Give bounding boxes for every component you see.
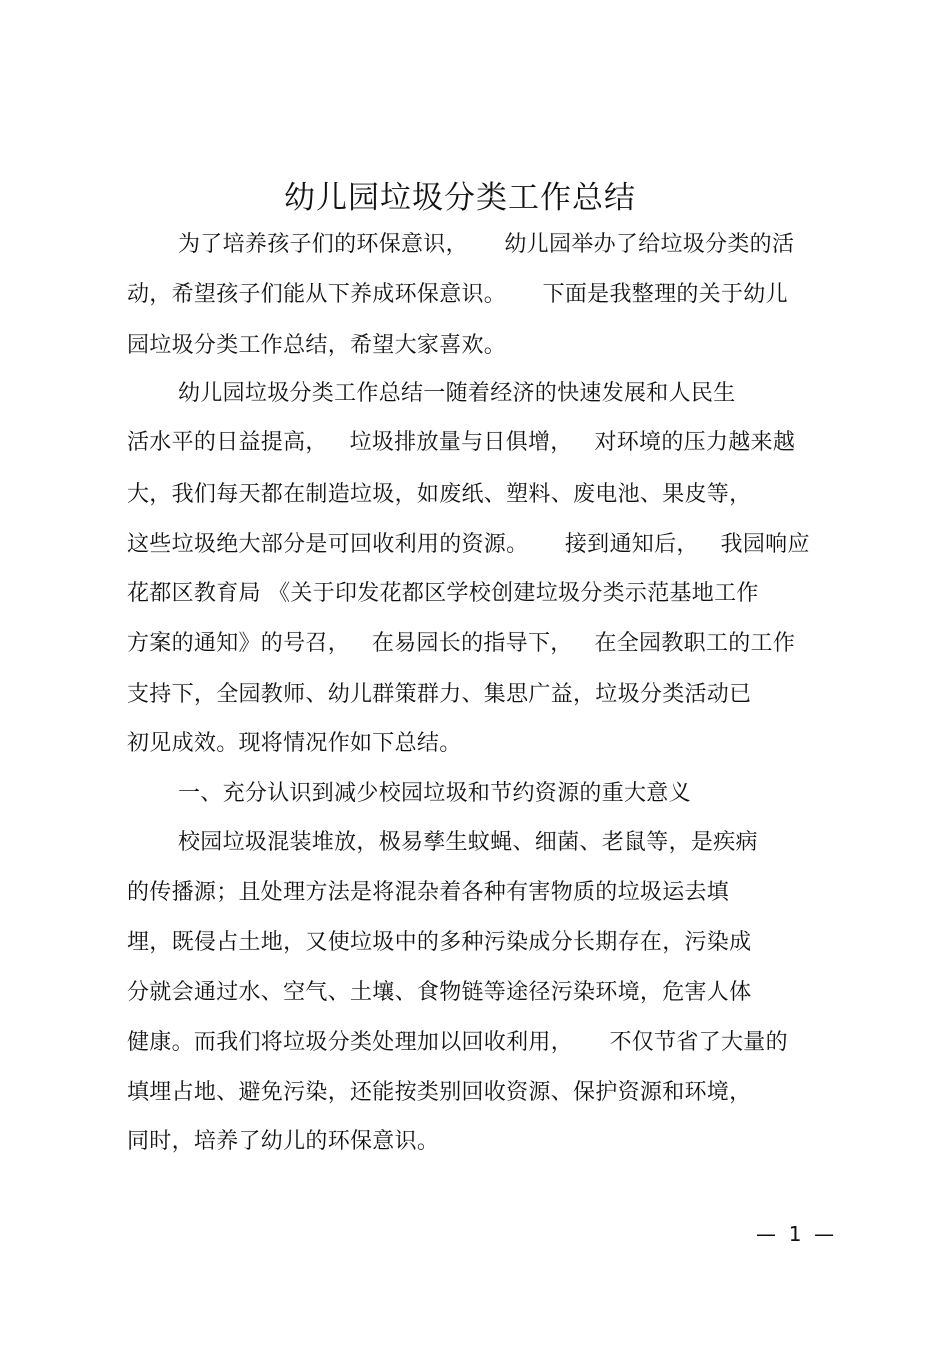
page-number: — 1 — — [756, 1222, 835, 1246]
document-title: 幼儿园垃圾分类工作总结 — [284, 180, 636, 216]
paragraph-line: 动，希望孩子们能从下养成环保意识。 下面是我整理的关于幼儿 — [127, 282, 788, 307]
paragraph-line: 校园垃圾混装堆放，极易孳生蚊蝇、细菌、老鼠等，是疾病 — [178, 830, 758, 855]
paragraph-line: 支持下，全园教师、幼儿群策群力、集思广益，垃圾分类活动已 — [127, 682, 752, 707]
paragraph-line: 这些垃圾绝大部分是可回收利用的资源。 接到通知后， 我园响应 — [127, 532, 810, 557]
paragraph-line: 埋，既侵占土地，又使垃圾中的多种污染成分长期存在，污染成 — [127, 930, 752, 955]
paragraph-line: 填埋占地、避免污染，还能按类别回收资源、保护资源和环境， — [127, 1080, 752, 1105]
paragraph-line: 幼儿园垃圾分类工作总结一随着经济的快速发展和人民生 — [178, 381, 736, 406]
paragraph-line: 为了培养孩子们的环保意识， 幼儿园举办了给垃圾分类的活 — [178, 232, 795, 257]
paragraph-line: 健康。而我们将垃圾分类处理加以回收利用， 不仅节省了大量的 — [127, 1030, 788, 1055]
paragraph-line: 的传播源；且处理方法是将混杂着各种有害物质的垃圾运去填 — [127, 880, 730, 905]
section-heading: 一、充分认识到减少校园垃圾和节约资源的重大意义 — [178, 781, 691, 806]
paragraph-line: 分就会通过水、空气、土壤、食物链等途径污染环境，危害人体 — [127, 980, 752, 1005]
paragraph-line: 初见成效。现将情况作如下总结。 — [127, 731, 462, 756]
paragraph-line: 方案的通知》的号召， 在易园长的指导下， 在全园教职工的工作 — [127, 631, 796, 656]
paragraph-line: 园垃圾分类工作总结，希望大家喜欢。 — [127, 333, 507, 358]
paragraph-line: 花都区教育局 《关于印发花都区学校创建垃圾分类示范基地工作 — [127, 581, 759, 606]
paragraph-line: 活水平的日益提高， 垃圾排放量与日俱增， 对环境的压力越来越 — [127, 430, 796, 455]
paragraph-line: 同时，培养了幼儿的环保意识。 — [127, 1129, 440, 1154]
paragraph-line: 大，我们每天都在制造垃圾，如废纸、塑料、废电池、果皮等， — [127, 482, 752, 507]
